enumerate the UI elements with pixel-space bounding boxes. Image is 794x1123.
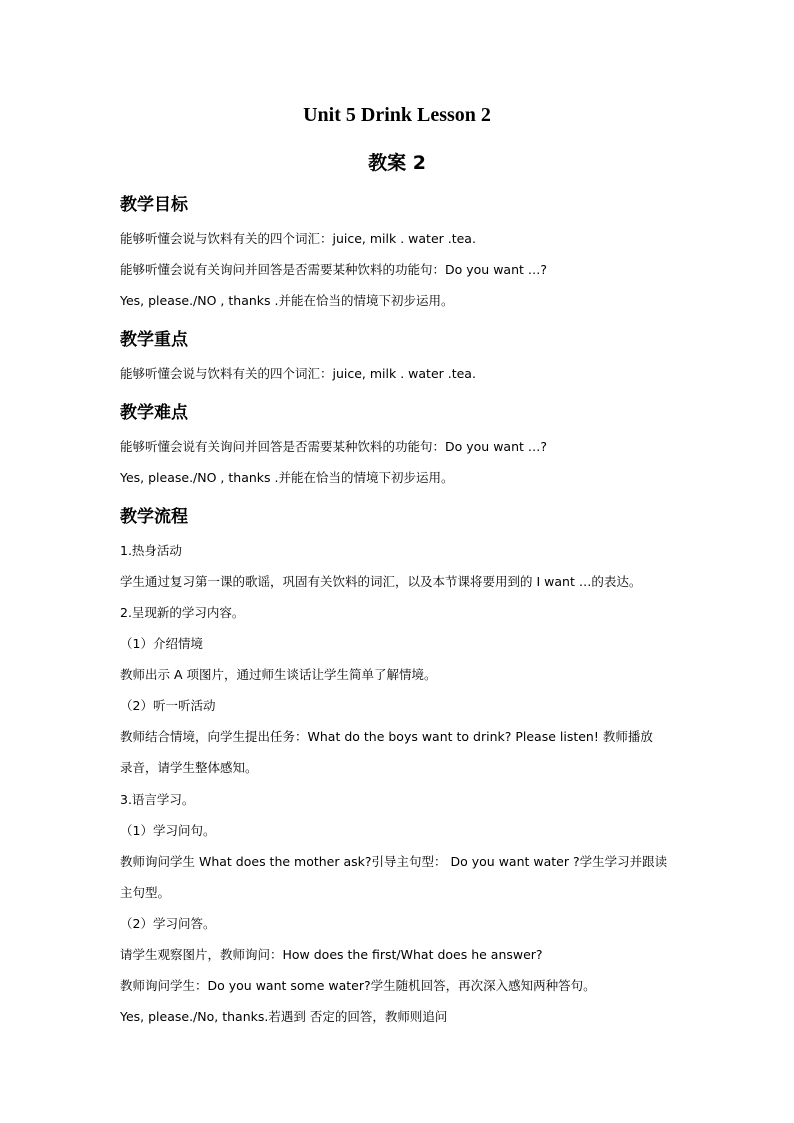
document-subtitle: 教案 2 bbox=[368, 152, 426, 174]
process-line-5: 教师出示 A 项图片，通过师生谈话让学生简单了解情境。 bbox=[120, 667, 437, 682]
difficulties-line-1: 能够听懂会说有关询问并回答是否需要某种饮料的功能句：Do you want …? bbox=[120, 439, 548, 454]
process-line-4: （1）介绍情境 bbox=[120, 636, 203, 651]
difficulties-heading: 教学难点 bbox=[120, 403, 188, 423]
process-line-7: 教师结合情境，向学生提出任务：What do the boys want to drink? Please listen! 教师播放 bbox=[120, 729, 653, 744]
process-line-13: （2）学习问答。 bbox=[120, 916, 216, 931]
process-line-12: 主句型。 bbox=[120, 885, 171, 900]
process-line-9: 3.语言学习。 bbox=[120, 792, 195, 807]
process-line-2: 学生通过复习第一课的歌谣，巩固有关饮料的词汇，以及本节课将要用到的 I want …的表达。 bbox=[120, 574, 642, 589]
process-line-3: 2.呈现新的学习内容。 bbox=[120, 605, 245, 620]
process-line-6: （2）听一听活动 bbox=[120, 698, 216, 713]
process-line-16: Yes, please./No, thanks.若遇到 否定的回答，教师则追问 bbox=[120, 1009, 448, 1024]
process-line-10: （1）学习问句。 bbox=[120, 823, 216, 838]
process-line-1: 1.热身活动 bbox=[120, 543, 182, 558]
process-line-14: 请学生观察图片，教师询问：How does the first/What does he answer? bbox=[120, 947, 543, 962]
key-points-line-1: 能够听懂会说与饮料有关的四个词汇：juice, milk . water .tea. bbox=[120, 366, 476, 381]
objectives-line-2: 能够听懂会说有关询问并回答是否需要某种饮料的功能句：Do you want …? bbox=[120, 262, 548, 277]
objectives-line-3: Yes, please./NO , thanks .并能在恰当的情境下初步运用。 bbox=[120, 293, 454, 308]
objectives-line-1: 能够听懂会说与饮料有关的四个词汇：juice, milk . water .tea. bbox=[120, 231, 476, 246]
document-title: Unit 5 Drink Lesson 2 bbox=[303, 104, 491, 126]
process-heading: 教学流程 bbox=[120, 507, 188, 527]
difficulties-line-2: Yes, please./NO , thanks .并能在恰当的情境下初步运用。 bbox=[120, 470, 454, 485]
process-line-11: 教师询问学生 What does the mother ask?引导主句型： Do you want water ?学生学习并跟读 bbox=[120, 854, 668, 869]
process-line-15: 教师询问学生：Do you want some water?学生随机回答，再次深入感知两种答句。 bbox=[120, 978, 596, 993]
key-points-heading: 教学重点 bbox=[120, 330, 188, 350]
process-line-8: 录音，请学生整体感知。 bbox=[120, 760, 258, 775]
objectives-heading: 教学目标 bbox=[120, 195, 188, 215]
